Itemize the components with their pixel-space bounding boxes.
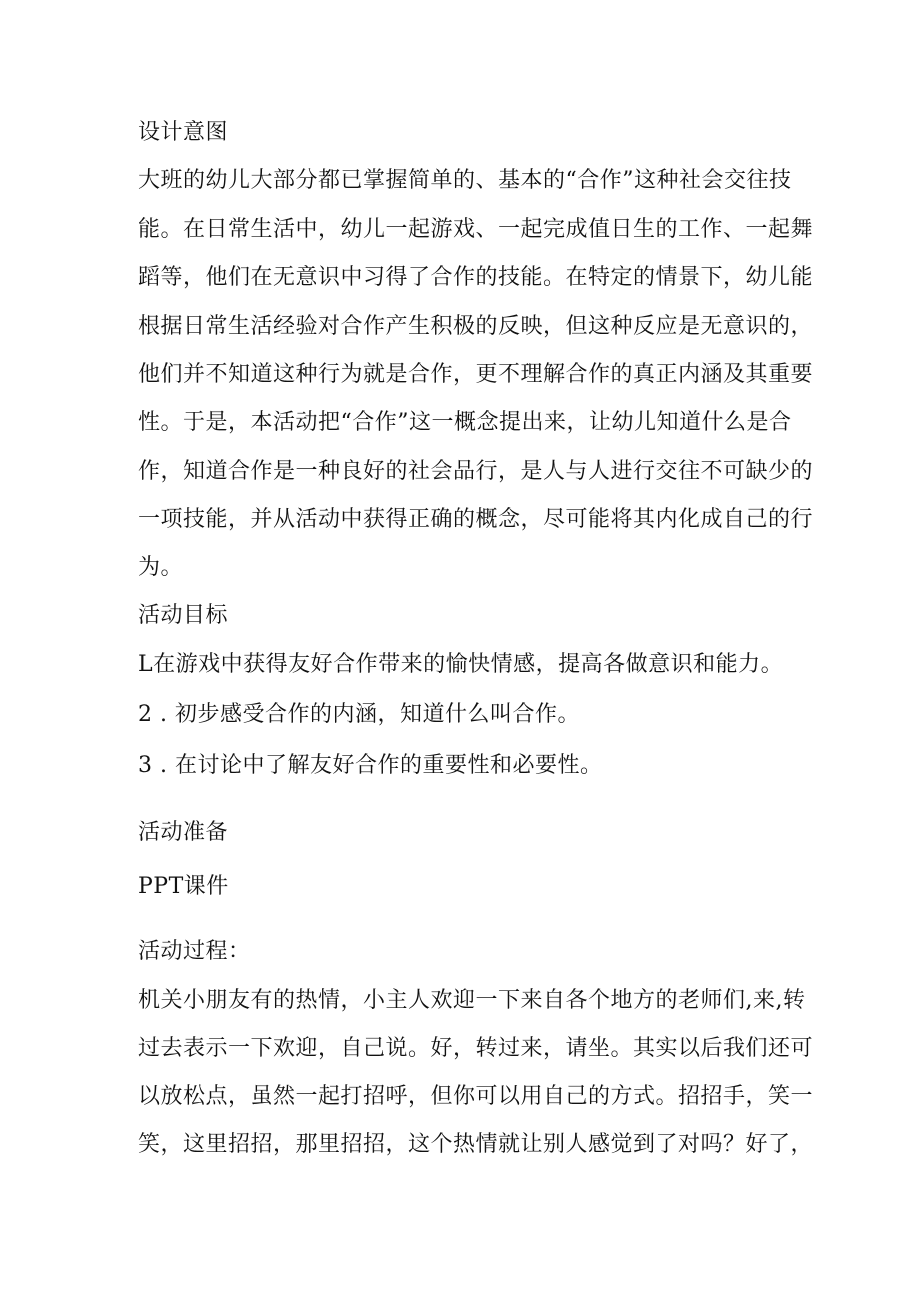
paragraph-line: 性。于是，本活动把“合作”这一概念提出来，让幼儿知道什么是合	[138, 410, 792, 435]
paragraph-line: 作，知道合作是一种良好的社会品行，是人与人进行交往不可缺少的	[138, 459, 814, 484]
heading-preparation: 活动准备	[138, 820, 229, 845]
preparation-text: PPT课件	[138, 874, 229, 899]
goal-item: 3 . 在讨论中了解友好合作的重要性和必要性。	[138, 753, 603, 778]
paragraph-line: 大班的幼儿大部分都已掌握简单的、基本的“合作”这种社会交往技	[138, 168, 792, 193]
paragraph-line: 机关小朋友有的热情，小主人欢迎一下来自各个地方的老师们,来,转	[138, 988, 806, 1013]
paragraph-line: 蹈等，他们在无意识中习得了合作的技能。在特定的情景下，幼儿能	[138, 265, 814, 290]
heading-goals: 活动目标	[138, 603, 229, 628]
paragraph-line: 他们并不知道这种行为就是合作，更不理解合作的真正内涵及其重要	[138, 362, 814, 387]
paragraph-line: 能。在日常生活中，幼儿一起游戏、一起完成值日生的工作、一起舞	[138, 217, 814, 242]
paragraph-line: 根据日常生活经验对合作产生积极的反映，但这种反应是无意识的，	[138, 314, 814, 339]
heading-process: 活动过程：	[138, 939, 251, 964]
paragraph-line: 一项技能，并从活动中获得正确的概念，尽可能将其内化成自己的行	[138, 507, 814, 532]
goal-item: L在游戏中获得友好合作带来的愉快情感，提高各做意识和能力。	[138, 652, 784, 677]
paragraph-line: 笑，这里招招，那里招招，这个热情就让别人感觉到了对吗？好了，	[138, 1132, 814, 1157]
heading-design-intent: 设计意图	[138, 120, 229, 145]
paragraph-line: 以放松点，虽然一起打招呼，但你可以用自己的方式。招招手，笑一	[138, 1084, 814, 1109]
paragraph-line: 过去表示一下欢迎，自己说。好，转过来，请坐。其实以后我们还可	[138, 1036, 814, 1061]
paragraph-line: 为。	[138, 555, 184, 580]
goal-item: 2 . 初步感受合作的内涵，知道什么叫合作。	[138, 702, 580, 727]
